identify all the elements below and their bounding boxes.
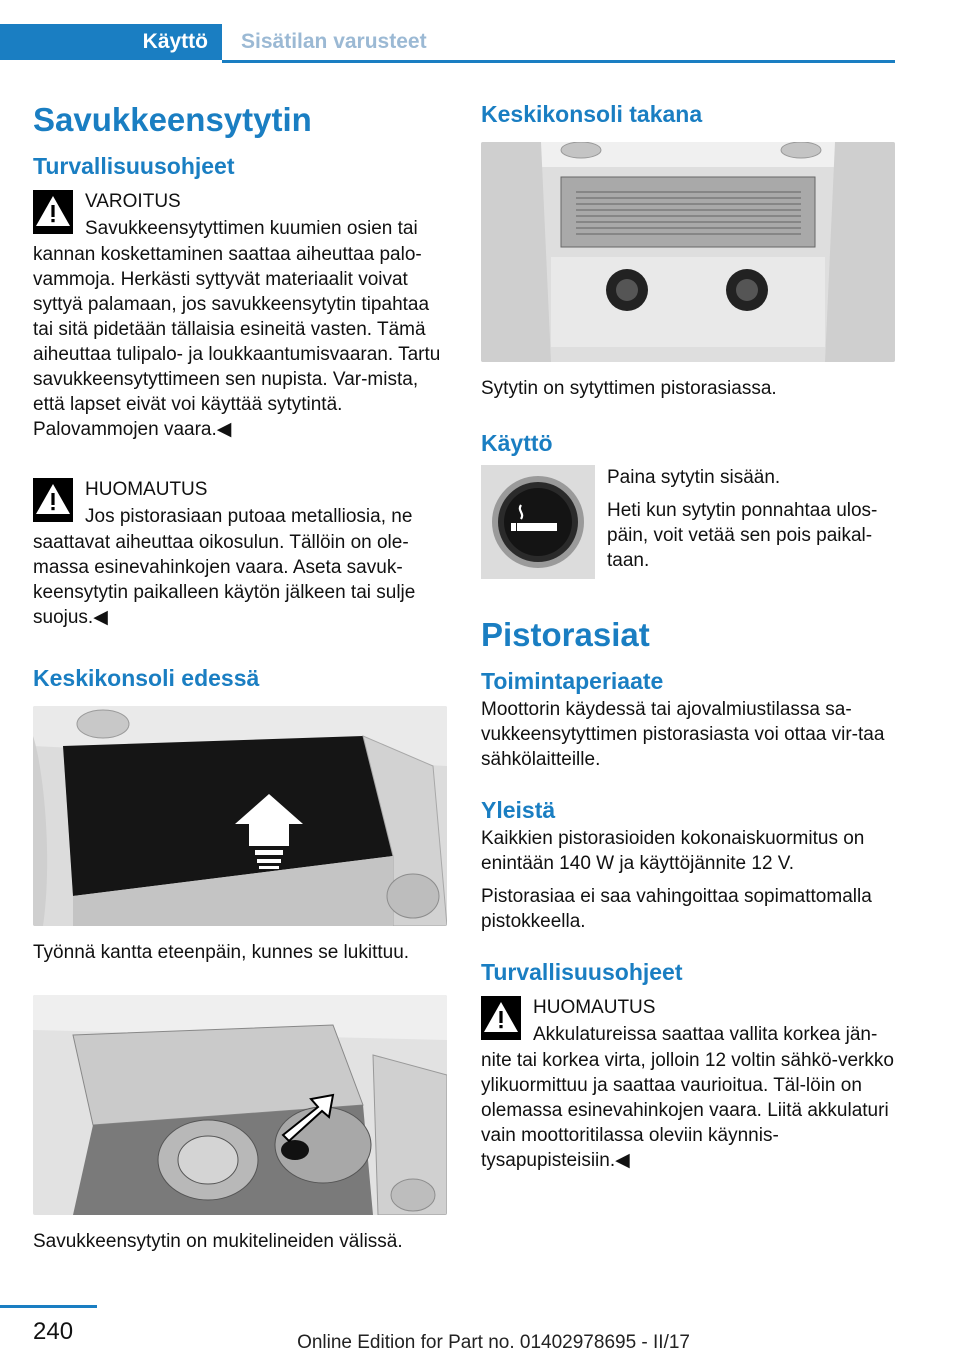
general-text-1: Kaikkien pistorasioiden kokonaiskuormitus on enintään 140 W ja käyttöjännite 12 V. (481, 828, 865, 874)
front-console-caption: Työnnä kantta eteenpäin, kunnes se lukittuu. (33, 942, 410, 963)
caution-triangle-icon (33, 478, 73, 522)
heading-rear-console: Keskikonsoli takana (481, 101, 703, 127)
general-text-2: Pistorasiaa ei saa vahingoittaa sopimattomalla pistokkeella. (481, 886, 872, 932)
warning-label: VAROITUS (85, 191, 181, 212)
running-header (0, 24, 895, 60)
note-label: HUOMAUTUS (85, 479, 208, 500)
footer-rule (0, 1305, 97, 1308)
heading-front-console: Keskikonsoli edessä (33, 665, 260, 691)
page-number: 240 (33, 1318, 74, 1345)
heading-general: Yleistä (481, 797, 556, 823)
operation-step-1: Paina sytytin sisään. (607, 467, 781, 488)
lighter-image (481, 465, 595, 579)
title-pistorasiat: Pistorasiat (481, 616, 650, 653)
principle-text: Moottorin käydessä tai ajovalmiustilassa sa-vukkeensytyttimen pistorasiasta voi ottaa vir-taa sähkölaitteille. (481, 699, 885, 770)
note-block-sockets (481, 994, 895, 1173)
edition-note: Online Edition for Part no. 01402978695 - II/17 (297, 1332, 690, 1353)
rear-console-caption: Sytytin on sytyttimen pistorasiassa. (481, 378, 777, 399)
caution-triangle-icon (481, 996, 521, 1040)
header-rule (222, 60, 895, 63)
warning-triangle-icon (33, 190, 73, 234)
note-label-sockets: HUOMAUTUS (533, 997, 656, 1018)
front-console-image (33, 706, 447, 926)
note-text-first-sockets: Akkulatureissa saattaa vallita korkea jän- (533, 1024, 878, 1045)
heading-safety-sockets: Turvallisuusohjeet (481, 959, 683, 985)
cupholder-image (33, 995, 447, 1215)
heading-safety: Turvallisuusohjeet (33, 153, 235, 179)
heading-principle: Toimintaperiaate (481, 668, 664, 694)
warning-text: kannan koskettaminen saattaa aiheuttaa palo-vammoja. Herkästi syttyvät materiaalit voivat syttyä palamaan, jos savukkeensytytin tipahtaa tai sitä pidetään tällaisia esineitä vasten. Tämä aiheuttaa tulipalo- ja loukkaantumisvaaran. Tartu savukkeensytyttimeen sen nupista. Var-mista, että lapset eivät voi käyttää sytytintä. Palovammojen vaara.◀ (33, 244, 441, 440)
warning-text-first: Savukkeensytyttimen kuumien osien tai (85, 218, 418, 239)
left-column (33, 100, 449, 1254)
note-text-first: Jos pistorasiaan putoaa metalliosia, ne (85, 506, 413, 527)
right-column (481, 100, 895, 1183)
note-block (33, 476, 449, 630)
title-savukkeensytytin: Savukkeensytytin (33, 101, 312, 138)
operation-block (481, 465, 895, 579)
note-text: saattavat aiheuttaa oikosulun. Tällöin on ole-massa esinevahinkojen vaara. Aseta savuk-keensytytin paikalleen käytön jälkeen tai sulje suojus.◀ (33, 532, 416, 628)
operation-text (607, 465, 895, 581)
rear-console-image (481, 142, 895, 362)
warning-block (33, 188, 449, 442)
heading-operation: Käyttö (481, 430, 553, 456)
cupholder-caption: Savukkeensytytin on mukitelineiden välissä. (33, 1231, 403, 1252)
header-chapter-tab: Käyttö (0, 24, 222, 60)
note-text-sockets: nite tai korkea virta, jolloin 12 voltin sähkö-verkko ylikuormittuu ja saattaa vaurioitua. Täl-löin on olemassa esinevahinkojen vaara. Liitä akkulaturi vain moottoritilassa oleviin käynnis-tysapupisteisiin.◀ (481, 1050, 894, 1171)
header-section-title: Sisätilan varusteet (241, 30, 427, 53)
operation-step-2: Heti kun sytytin ponnahtaa ulos-päin, voit vetää sen pois paikal-taan. (607, 500, 878, 571)
